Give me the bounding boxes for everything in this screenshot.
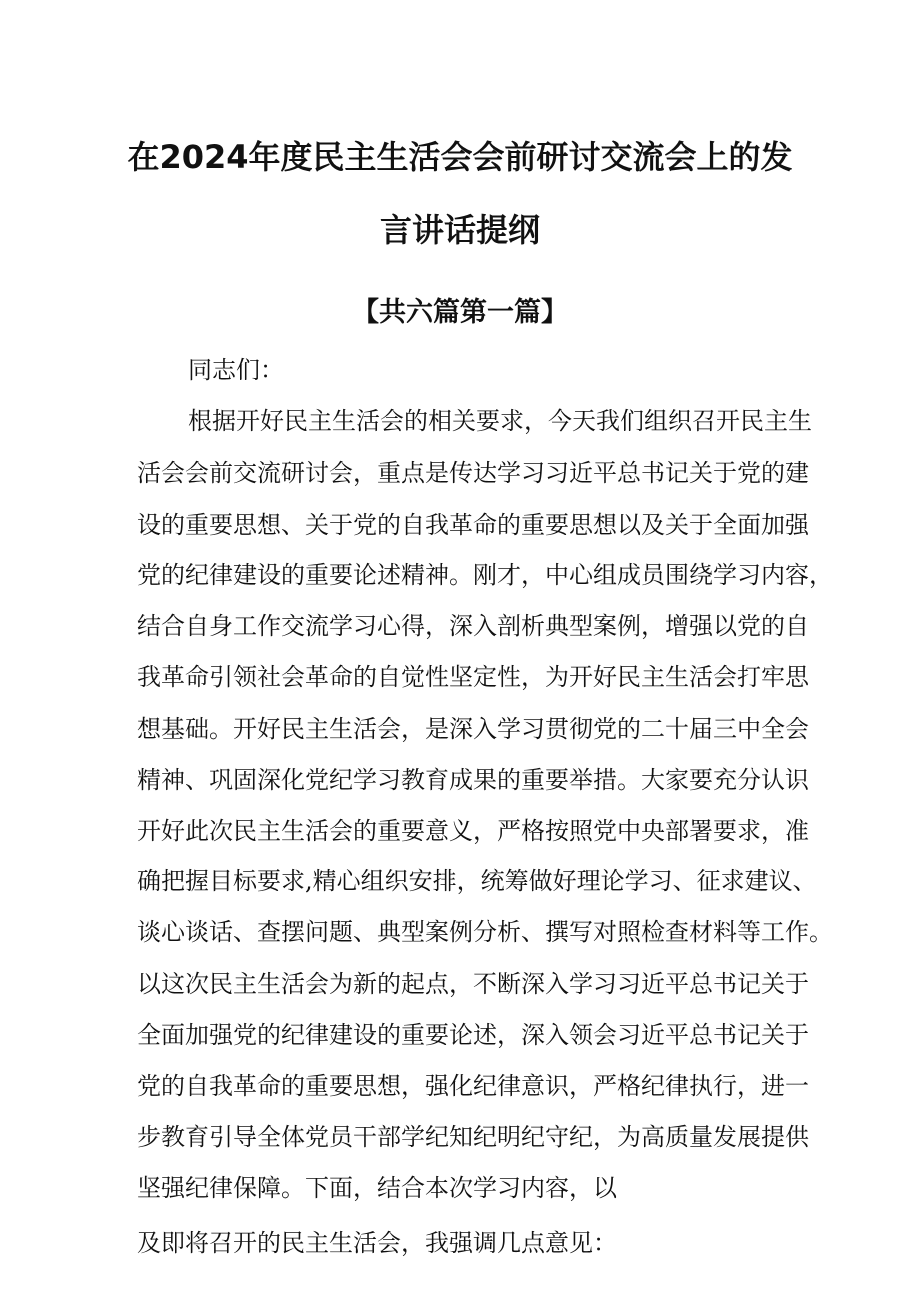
salutation: 同志们： — [188, 356, 284, 384]
paragraph-line: 开好此次民主生活会的重要意义，严格按照党中央部署要求，准 — [137, 817, 809, 845]
closing-line: 及即将召开的民主生活会，我强调几点意见： — [137, 1229, 617, 1257]
document-title-line-1: 在2024年度民主生活会会前研讨交流会上的发 — [127, 138, 793, 176]
paragraph-line: 设的重要思想、关于党的自我革命的重要思想以及关于全面加强 — [137, 511, 809, 539]
paragraph-line: 根据开好民主生活会的相关要求，今天我们组织召开民主生 — [188, 407, 812, 435]
paragraph-line: 谈心谈话、查摆问题、典型案例分析、撰写对照检查材料等工作。 — [137, 918, 833, 946]
document-title-line-2: 言讲话提纲 — [379, 211, 540, 249]
paragraph-line: 我革命引领社会革命的自觉性坚定性，为开好民主生活会打牢思 — [137, 663, 809, 691]
paragraph-line: 确把握目标要求,精心组织安排，统筹做好理论学习、征求建议、 — [137, 867, 817, 895]
paragraph-line: 结合自身工作交流学习心得，深入剖析典型案例，增强以党的自 — [137, 612, 809, 640]
paragraph-line: 以这次民主生活会为新的起点，不断深入学习习近平总书记关于 — [137, 970, 809, 998]
paragraph-line: 精神、巩固深化党纪学习教育成果的重要举措。大家要充分认识 — [137, 766, 809, 794]
paragraph-line: 党的自我革命的重要思想，强化纪律意识，严格纪律执行，进一 — [137, 1072, 809, 1100]
paragraph-line: 步教育引导全体党员干部学纪知纪明纪守纪，为高质量发展提供 — [137, 1123, 809, 1151]
paragraph-line: 全面加强党的纪律建设的重要论述，深入领会习近平总书记关于 — [137, 1021, 809, 1049]
document-subtitle: 【共六篇第一篇】 — [352, 297, 568, 328]
paragraph-line: 坚强纪律保障。下面，结合本次学习内容，以 — [137, 1174, 617, 1202]
paragraph-line: 活会会前交流研讨会，重点是传达学习习近平总书记关于党的建 — [137, 459, 809, 487]
paragraph-line: 想基础。开好民主生活会，是深入学习贯彻党的二十届三中全会 — [137, 715, 809, 743]
paragraph-line: 党的纪律建设的重要论述精神。刚才，中心组成员围绕学习内容， — [137, 561, 833, 589]
